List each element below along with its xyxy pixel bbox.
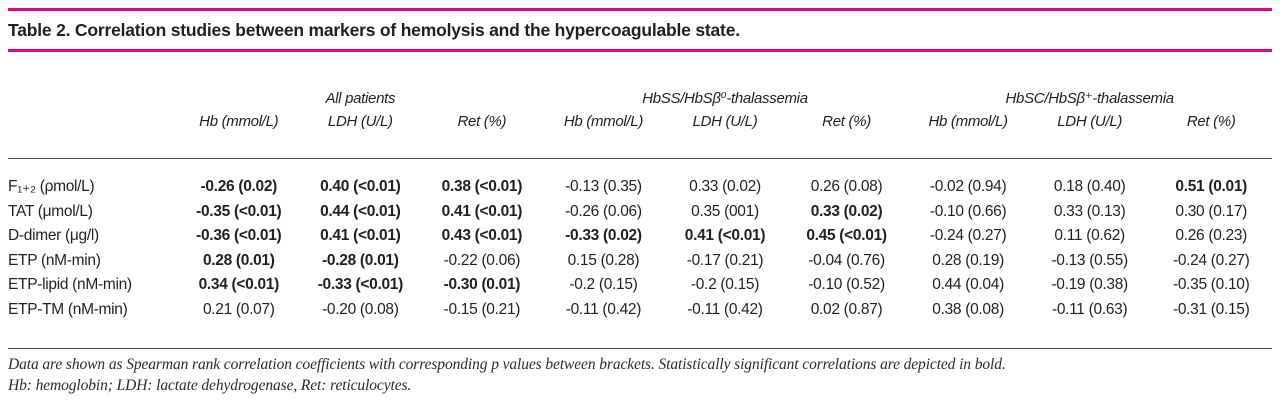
table-cell: 0.02 (0.87) — [810, 300, 883, 318]
table-cell: -0.33 (0.02) — [565, 227, 642, 244]
table-cell: -0.26 (0.02) — [200, 178, 278, 195]
table-cell: -0.28 (0.01) — [322, 251, 399, 269]
table-cell: -0.35 (<0.01) — [196, 202, 282, 220]
table-cell: 0.33 (0.02) — [689, 178, 761, 195]
table-cell: 0.15 (0.28) — [567, 251, 640, 269]
column-header-ret-hbsc: Ret (%) — [1186, 113, 1236, 130]
column-header-spacer — [8, 110, 178, 134]
table-cell: 0.28 (0.19) — [932, 251, 1004, 269]
table-cell: 0.44 (0.04) — [932, 276, 1004, 293]
table-row — [8, 298, 1272, 323]
table-cell: -0.17 (0.21) — [686, 251, 764, 269]
column-header-ldh-hbss: LDH (U/L) — [692, 113, 758, 130]
row-label: TAT (μmol/L) — [8, 202, 93, 220]
table-cell: 0.21 (0.07) — [202, 300, 275, 318]
table-cell: -0.2 (0.15) — [690, 276, 760, 293]
table-cell: 0.41 (<0.01) — [441, 202, 523, 220]
group-header-all-patients: All patients — [325, 90, 396, 107]
table-cell: -0.20 (0.08) — [322, 300, 399, 318]
table-cell: 0.18 (0.40) — [1053, 178, 1126, 195]
table-cell: -0.2 (0.15) — [569, 276, 638, 293]
table-cell: 0.44 (<0.01) — [320, 202, 401, 220]
table-cell: 0.40 (<0.01) — [320, 178, 401, 195]
table-cell: 0.41 (<0.01) — [684, 227, 766, 244]
table-row — [8, 200, 1272, 225]
table-cell: -0.13 (0.35) — [565, 178, 642, 195]
column-header-row — [8, 110, 1272, 134]
row-label: ETP-lipid (nM-min) — [8, 276, 132, 293]
table-body — [8, 159, 1272, 348]
table-cell: -0.11 (0.42) — [687, 300, 763, 318]
footnote-abbreviations: Hb: hemoglobin; LDH: lactate dehydrogenase, Ret: reticulocytes. — [8, 377, 412, 394]
table-cell: -0.33 (<0.01) — [317, 276, 403, 293]
table-cell: 0.38 (<0.01) — [441, 178, 523, 195]
column-header-ret-hbss: Ret (%) — [822, 113, 871, 130]
row-label: D-dimer (μg/l) — [8, 227, 99, 244]
table-cell: -0.13 (0.55) — [1051, 251, 1128, 269]
row-label: ETP-TM (nM-min) — [8, 300, 128, 318]
group-header-hbss: HbSS/HbSβ⁰-thalassemia — [642, 90, 808, 107]
group-header-hbsc: HbSC/HbSβ⁺-thalassemia — [1005, 90, 1174, 107]
table-header — [8, 52, 1272, 158]
table-cell: -0.24 (0.27) — [929, 227, 1007, 244]
table-cell: -0.35 (0.10) — [1172, 276, 1250, 293]
table-cell: 0.26 (0.23) — [1175, 227, 1248, 244]
table-row — [8, 249, 1272, 274]
footnotes — [8, 349, 1272, 396]
table-cell: 0.11 (0.62) — [1054, 227, 1125, 244]
column-header-ldh-hbsc: LDH (U/L) — [1057, 113, 1123, 130]
table-cell: 0.28 (0.01) — [202, 251, 275, 269]
table-cell: -0.26 (0.06) — [565, 202, 642, 220]
table-row — [8, 175, 1272, 200]
table-cell: -0.30 (0.01) — [443, 276, 521, 293]
group-header-row — [8, 88, 1272, 110]
column-header-hb-all: Hb (mmol/L) — [199, 113, 279, 130]
table-cell: -0.11 (0.42) — [565, 300, 642, 318]
table-cell: 0.38 (0.08) — [932, 300, 1004, 318]
table-title: Table 2. Correlation studies between markers of hemolysis and the hypercoagulable state. — [8, 20, 740, 40]
table-cell: 0.26 (0.08) — [810, 178, 883, 195]
group-header-spacer — [8, 88, 178, 110]
table-row — [8, 224, 1272, 249]
table-cell: -0.04 (0.76) — [808, 251, 885, 269]
table-row — [8, 273, 1272, 298]
table-cell: -0.24 (0.27) — [1172, 251, 1250, 269]
column-header-ldh-all: LDH (U/L) — [327, 113, 393, 130]
header-padding — [8, 134, 1272, 158]
table-cell: -0.36 (<0.01) — [196, 227, 282, 244]
table-cell: -0.19 (0.38) — [1051, 276, 1128, 293]
row-label: F₁₊₂ (ρmol/L) — [8, 178, 95, 195]
table-cell: -0.15 (0.21) — [443, 300, 521, 318]
table-cell: 0.33 (0.13) — [1053, 202, 1126, 220]
table-cell: -0.31 (0.15) — [1172, 300, 1250, 318]
table-cell: -0.10 (0.66) — [929, 202, 1007, 220]
column-header-ret-all: Ret (%) — [457, 113, 507, 130]
column-header-hb-hbss: Hb (mmol/L) — [563, 113, 644, 130]
footnote-methods: Data are shown as Spearman rank correlation coefficients with corresponding p values between brackets. Statistically significant correlations are depicted in bold. — [8, 356, 1006, 373]
table-cell: 0.35 (001) — [691, 202, 759, 220]
table-cell: 0.51 (0.01) — [1175, 178, 1248, 195]
table-cell: 0.43 (<0.01) — [441, 227, 523, 244]
table-cell: -0.10 (0.52) — [808, 276, 885, 293]
table-cell: -0.02 (0.94) — [929, 178, 1007, 195]
table-cell: -0.22 (0.06) — [443, 251, 521, 269]
table-cell: 0.45 (<0.01) — [806, 227, 887, 244]
table-cell: -0.11 (0.63) — [1051, 300, 1128, 318]
row-label: ETP (nM-min) — [8, 251, 101, 269]
table-cell: 0.30 (0.17) — [1175, 202, 1248, 220]
title-bar — [8, 11, 1272, 49]
column-header-hb-hbsc: Hb (mmol/L) — [928, 113, 1008, 130]
table-cell: 0.41 (<0.01) — [320, 227, 401, 244]
table-cell: 0.34 (<0.01) — [198, 276, 279, 293]
table-cell: 0.33 (0.02) — [810, 202, 883, 220]
